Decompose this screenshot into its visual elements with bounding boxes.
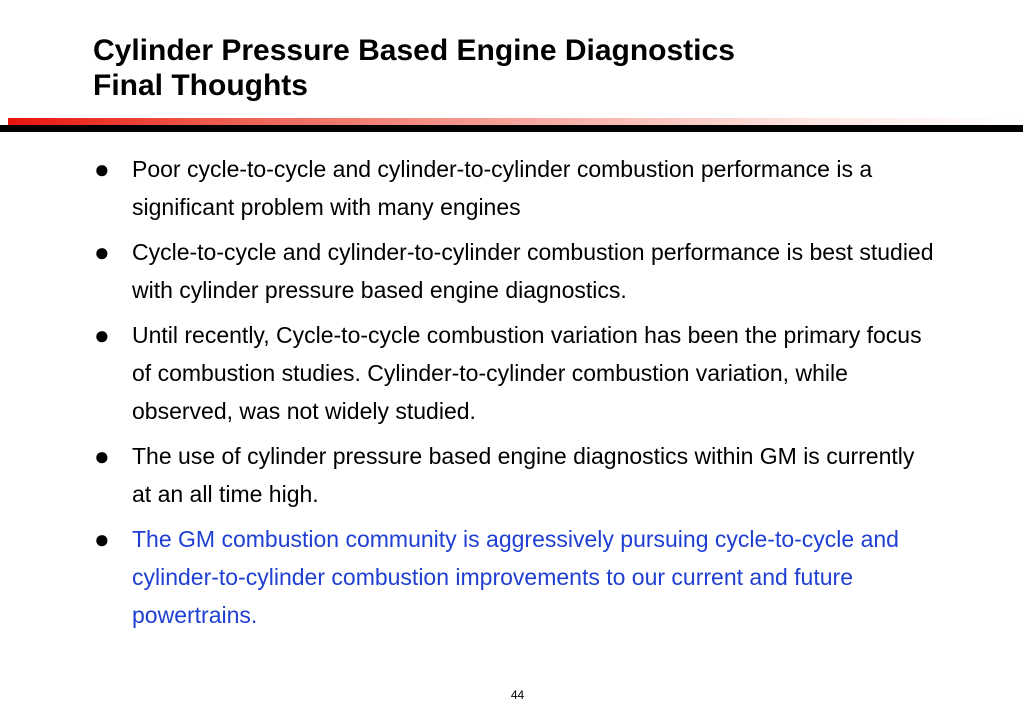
slide-title-line-1: Cylinder Pressure Based Engine Diagnostics bbox=[93, 34, 735, 67]
slide-title-line-2: Final Thoughts bbox=[93, 69, 308, 102]
bullet-icon: ● bbox=[94, 237, 110, 267]
slide-title bbox=[93, 33, 735, 103]
bullet-item bbox=[94, 233, 954, 309]
bullet-icon: ● bbox=[94, 524, 110, 554]
bullet-item bbox=[94, 316, 954, 430]
title-underline-red bbox=[8, 118, 1020, 125]
bullet-icon: ● bbox=[94, 320, 110, 350]
page-number: 44 bbox=[510, 688, 525, 702]
bullet-text: The use of cylinder pressure based engine diagnostics within GM is currently at an all time high. bbox=[132, 443, 915, 507]
bullet-text-highlighted: The GM combustion community is aggressively pursuing cycle-to-cycle and cylinder-to-cylinder combustion improvements to our current and future powertrains. bbox=[132, 526, 899, 628]
bullet-text: Poor cycle-to-cycle and cylinder-to-cylinder combustion performance is a significant problem with many engines bbox=[132, 156, 873, 220]
bullet-icon: ● bbox=[94, 441, 110, 471]
title-underline-black bbox=[0, 125, 1023, 132]
bullet-list bbox=[94, 150, 954, 641]
bullet-text: Cycle-to-cycle and cylinder-to-cylinder combustion performance is best studied with cylinder pressure based engine diagnostics. bbox=[132, 239, 934, 303]
bullet-icon: ● bbox=[94, 154, 110, 184]
bullet-item bbox=[94, 520, 954, 634]
bullet-text: Until recently, Cycle-to-cycle combustion variation has been the primary focus of combustion studies. Cylinder-to-cylinder combustion variation, while observed, was not widely studied. bbox=[132, 322, 922, 424]
bullet-item bbox=[94, 150, 954, 226]
bullet-item bbox=[94, 437, 954, 513]
